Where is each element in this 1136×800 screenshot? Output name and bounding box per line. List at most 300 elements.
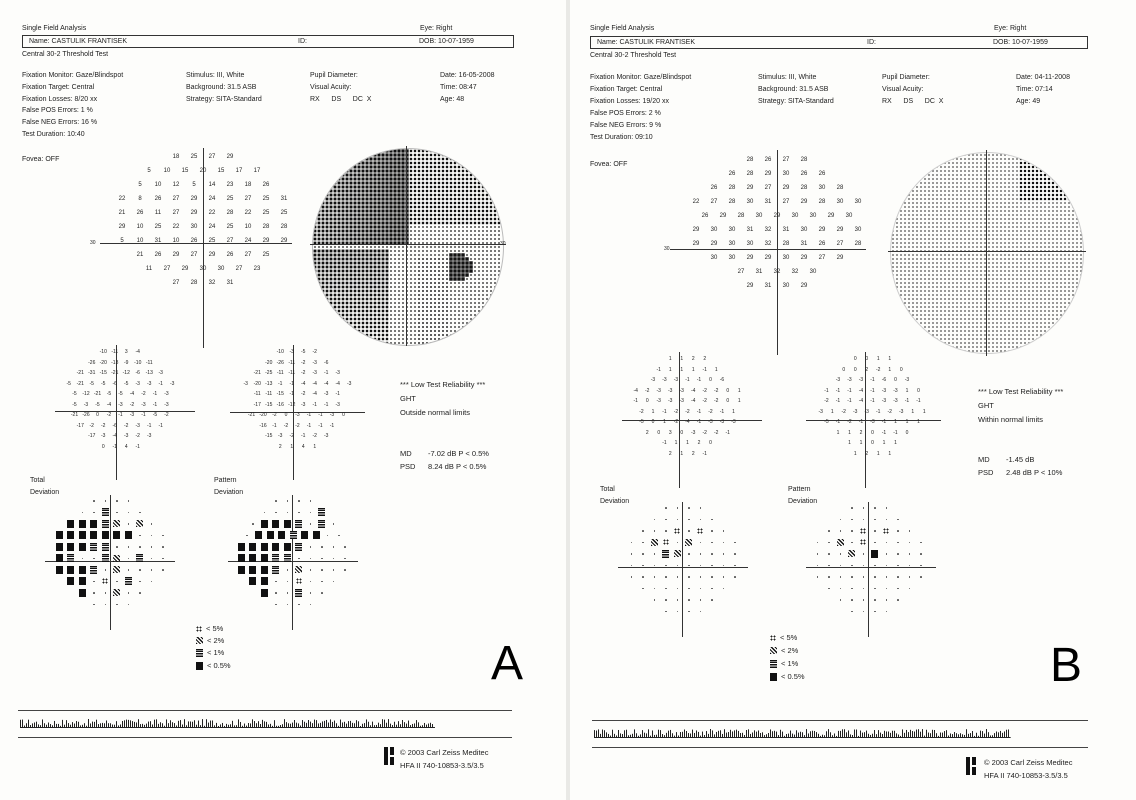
field-dot	[1052, 254, 1053, 255]
field-dot	[365, 221, 368, 224]
field-dot	[314, 202, 317, 205]
field-dot	[458, 218, 460, 220]
patient-name-box	[22, 35, 514, 48]
grid-row	[235, 347, 360, 358]
grid-row	[58, 368, 183, 379]
field-dot	[952, 162, 953, 163]
field-dot	[956, 210, 957, 211]
field-dot	[1032, 186, 1034, 188]
param-line: Stimulus: III, White	[186, 72, 245, 79]
symbol-cell	[100, 507, 112, 519]
field-dot	[326, 310, 329, 313]
field-dot	[1052, 266, 1053, 267]
grid-row	[113, 262, 293, 276]
field-dot	[418, 178, 420, 180]
field-dot	[390, 278, 392, 280]
field-dot	[450, 150, 452, 152]
field-dot	[478, 306, 480, 308]
prob-1-icon	[284, 554, 291, 562]
field-dot	[1036, 186, 1038, 188]
field-dot	[956, 166, 957, 167]
gaze-tick	[238, 719, 239, 727]
field-dot	[482, 254, 484, 256]
field-dot	[1044, 218, 1045, 219]
field-dot	[458, 306, 460, 308]
field-dot	[1068, 278, 1069, 279]
gaze-tick	[106, 720, 107, 727]
prob-1-icon	[102, 554, 109, 562]
field-dot	[401, 225, 404, 228]
grid-value: -1	[118, 412, 123, 419]
field-dot	[482, 290, 484, 292]
field-dot	[414, 230, 416, 232]
field-dot	[928, 222, 929, 223]
field-dot	[474, 306, 476, 308]
field-dot	[426, 322, 428, 324]
field-dot	[936, 178, 937, 179]
grid-value: 0	[284, 412, 288, 419]
field-dot	[988, 178, 989, 179]
field-dot	[976, 234, 977, 235]
field-dot	[486, 290, 488, 292]
field-dot	[1032, 162, 1034, 164]
field-dot	[434, 214, 436, 216]
gaze-tick	[30, 725, 31, 727]
field-dot	[944, 258, 945, 259]
grid-value: -2	[101, 422, 106, 429]
field-dot	[1020, 234, 1021, 235]
field-dot	[342, 170, 345, 173]
field-dot	[1072, 234, 1073, 235]
field-dot	[1032, 286, 1033, 287]
field-dot	[326, 246, 328, 248]
field-dot	[410, 334, 412, 336]
field-dot	[956, 170, 957, 171]
psd-value: 8.24 dB P < 0.5%	[428, 462, 487, 471]
field-dot	[1040, 170, 1042, 172]
field-dot	[1040, 278, 1041, 279]
field-dot	[976, 238, 977, 239]
field-dot	[956, 190, 957, 191]
field-dot	[334, 254, 337, 257]
field-dot	[976, 222, 977, 223]
field-dot	[350, 254, 353, 257]
field-dot	[490, 194, 492, 196]
field-dot	[1060, 258, 1061, 259]
field-dot	[414, 326, 416, 328]
field-dot	[1044, 222, 1045, 223]
field-dot	[1020, 266, 1021, 267]
field-dot	[385, 217, 388, 220]
field-dot	[434, 174, 436, 176]
prob-1-icon	[318, 520, 325, 528]
field-dot	[314, 274, 317, 277]
field-dot	[1020, 282, 1021, 283]
field-dot	[490, 238, 492, 240]
field-dot	[952, 222, 953, 223]
symbol-cell	[146, 564, 158, 576]
field-dot	[334, 342, 336, 344]
field-dot	[326, 334, 328, 336]
field-dot	[393, 205, 396, 208]
field-dot	[1068, 266, 1069, 267]
field-dot	[956, 162, 957, 163]
field-dot	[474, 154, 476, 156]
field-dot	[373, 205, 376, 208]
field-dot	[410, 338, 412, 340]
field-dot	[988, 186, 989, 187]
field-dot	[446, 166, 448, 168]
field-dot	[342, 274, 345, 277]
field-dot	[976, 270, 977, 271]
field-dot	[466, 166, 468, 168]
field-dot	[932, 178, 933, 179]
field-dot	[369, 173, 372, 176]
field-dot	[1044, 278, 1045, 279]
field-dot	[1032, 206, 1033, 207]
symbol-cell	[282, 507, 294, 519]
field-dot	[490, 334, 492, 336]
field-dot	[442, 338, 444, 340]
field-dot	[1080, 242, 1081, 243]
field-dot	[365, 169, 368, 172]
field-dot	[972, 162, 973, 163]
field-dot	[976, 166, 977, 167]
field-dot	[350, 278, 353, 281]
field-dot	[346, 186, 349, 189]
grid-value: 26	[262, 182, 270, 188]
field-dot	[434, 190, 436, 192]
grid-value: -1	[141, 412, 146, 419]
field-dot	[478, 214, 480, 216]
field-dot	[438, 202, 440, 204]
field-dot	[394, 334, 396, 336]
field-dot	[996, 278, 997, 279]
field-dot	[326, 266, 329, 269]
field-dot	[908, 290, 909, 291]
grid-value: -4	[106, 401, 112, 408]
field-dot	[462, 338, 464, 340]
field-dot	[438, 162, 440, 164]
field-dot	[944, 270, 945, 271]
field-dot	[446, 190, 448, 192]
field-dot	[1076, 270, 1077, 271]
grid-value: -6	[112, 422, 117, 429]
field-dot	[334, 234, 337, 237]
field-dot	[314, 194, 317, 197]
field-dot	[892, 222, 893, 223]
symbol-cell	[77, 576, 89, 588]
symbol-cell	[305, 564, 317, 576]
field-dot	[1000, 222, 1001, 223]
legend-item	[196, 636, 224, 645]
field-dot	[952, 294, 953, 295]
field-dot	[385, 209, 388, 212]
field-dot	[385, 205, 388, 208]
field-dot	[1064, 278, 1065, 279]
field-dot	[992, 162, 993, 163]
field-dot	[414, 166, 416, 168]
field-dot	[920, 242, 921, 243]
field-dot	[908, 210, 909, 211]
field-dot	[900, 270, 901, 271]
field-dot	[442, 334, 444, 336]
field-dot	[928, 294, 929, 295]
field-dot	[1036, 162, 1038, 164]
field-dot	[402, 250, 404, 252]
field-dot	[458, 330, 460, 332]
field-dot	[450, 178, 452, 180]
symbol-cell	[328, 564, 340, 576]
field-dot	[434, 234, 436, 236]
field-dot	[1044, 186, 1046, 188]
grid-value: -4	[301, 380, 306, 387]
field-dot	[928, 226, 929, 227]
field-dot	[466, 318, 468, 320]
field-dot	[892, 210, 893, 211]
field-dot	[490, 266, 492, 268]
field-dot	[410, 326, 412, 328]
field-dot	[1024, 278, 1025, 279]
field-dot	[385, 201, 388, 204]
field-dot	[438, 330, 440, 332]
grid-value: 29	[782, 185, 790, 191]
field-dot	[1040, 214, 1041, 215]
gaze-tick	[336, 723, 337, 727]
field-dot	[1060, 234, 1061, 235]
field-dot	[430, 274, 432, 276]
field-dot	[892, 234, 893, 235]
field-dot	[1032, 230, 1033, 231]
field-dot	[373, 209, 376, 212]
field-dot	[369, 161, 372, 164]
field-dot	[373, 221, 376, 224]
field-dot	[353, 217, 356, 220]
field-dot	[1080, 214, 1081, 215]
field-dot	[964, 206, 965, 207]
field-dot	[346, 218, 349, 221]
field-dot	[960, 222, 961, 223]
field-dot	[1068, 182, 1070, 184]
field-dot	[482, 222, 484, 224]
field-dot	[1008, 262, 1009, 263]
field-dot	[346, 230, 349, 233]
field-dot	[1008, 170, 1009, 171]
field-dot	[354, 338, 356, 340]
field-dot	[342, 194, 345, 197]
field-dot	[968, 282, 969, 283]
field-dot	[322, 270, 325, 273]
field-dot	[980, 226, 981, 227]
field-dot	[964, 226, 965, 227]
field-dot	[486, 230, 488, 232]
field-dot	[353, 169, 356, 172]
field-dot	[458, 174, 460, 176]
field-dot	[896, 162, 897, 163]
field-dot	[1080, 218, 1081, 219]
grid-value: 28	[280, 224, 288, 230]
field-dot	[988, 262, 989, 263]
field-dot	[1056, 290, 1057, 291]
field-dot	[342, 190, 345, 193]
field-dot	[442, 318, 444, 320]
field-dot	[389, 233, 392, 236]
field-dot	[418, 334, 420, 336]
field-dot	[1060, 290, 1061, 291]
field-dot	[908, 198, 909, 199]
field-dot	[928, 186, 929, 187]
field-dot	[342, 226, 345, 229]
grid-value: 5	[138, 182, 142, 188]
field-dot	[454, 330, 456, 332]
field-dot	[326, 306, 329, 309]
field-dot	[434, 270, 436, 272]
field-dot	[326, 166, 329, 169]
field-dot	[1080, 282, 1081, 283]
field-dot	[326, 214, 329, 217]
field-stipple	[891, 153, 1083, 353]
field-dot	[378, 306, 381, 309]
field-dot	[988, 214, 989, 215]
field-dot	[960, 294, 961, 295]
field-dot	[928, 182, 929, 183]
field-dot	[1036, 254, 1037, 255]
field-dot	[1052, 214, 1053, 215]
field-dot	[394, 310, 396, 312]
field-dot	[454, 174, 456, 176]
field-dot	[908, 214, 909, 215]
field-dot	[928, 286, 929, 287]
field-dot	[892, 218, 893, 219]
field-dot	[490, 182, 492, 184]
field-dot	[1008, 166, 1009, 167]
field-dot	[932, 230, 933, 231]
normal-dot-icon	[321, 569, 323, 571]
field-dot	[314, 166, 317, 169]
normal-dot-icon	[333, 558, 335, 560]
field-dot	[374, 338, 376, 340]
field-dot	[318, 150, 321, 153]
field-dot	[1052, 246, 1053, 247]
field-dot	[434, 334, 436, 336]
field-dot	[1072, 258, 1073, 259]
field-dot	[446, 270, 448, 272]
field-dot	[322, 166, 325, 169]
field-dot	[912, 290, 913, 291]
field-dot	[968, 234, 969, 235]
prob-05-icon	[267, 531, 274, 539]
field-dot	[322, 150, 325, 153]
prob-1-icon	[196, 649, 203, 657]
field-dot	[474, 282, 476, 284]
field-dot	[378, 266, 381, 269]
grid-value: -1	[112, 443, 117, 450]
field-dot	[1080, 226, 1081, 227]
field-dot	[478, 222, 480, 224]
field-dot	[466, 182, 468, 184]
gaze-tick	[326, 720, 327, 727]
field-dot	[334, 194, 337, 197]
field-dot	[920, 214, 921, 215]
field-dot	[462, 194, 464, 196]
field-dot	[326, 226, 329, 229]
field-dot	[1024, 210, 1025, 211]
field-dot	[1008, 274, 1009, 275]
param-line: Date: 04-11-2008	[1016, 74, 1070, 81]
field-dot	[350, 306, 353, 309]
gaze-tick	[152, 724, 153, 727]
field-dot	[438, 206, 440, 208]
field-dot	[370, 306, 373, 309]
field-dot	[1032, 274, 1033, 275]
field-dot	[932, 166, 933, 167]
symbol-cell	[123, 576, 135, 588]
field-dot	[1052, 218, 1053, 219]
symbol-row	[234, 507, 352, 519]
symbol-cell	[247, 553, 259, 565]
grid-value: -12	[122, 370, 130, 377]
prob-05-icon	[261, 566, 268, 574]
normal-dot-icon	[275, 592, 277, 594]
symbol-cell	[65, 576, 77, 588]
field-dot	[1004, 262, 1005, 263]
gaze-tick	[96, 720, 97, 727]
field-dot	[438, 322, 440, 324]
field-dot	[369, 237, 372, 240]
field-dot	[486, 286, 488, 288]
field-dot	[1020, 166, 1022, 168]
field-dot	[393, 189, 396, 192]
field-dot	[418, 306, 420, 308]
field-dot	[1040, 222, 1041, 223]
field-dot	[968, 266, 969, 267]
grid-value: -21	[247, 412, 256, 419]
field-dot	[494, 226, 496, 228]
field-dot	[904, 158, 905, 159]
field-dot	[988, 154, 989, 155]
grid-value: 27	[235, 266, 243, 272]
grid-value: 29	[773, 213, 781, 219]
field-dot	[338, 238, 341, 241]
field-dot	[465, 257, 468, 260]
field-dot	[354, 258, 357, 261]
field-dot	[968, 166, 969, 167]
field-dot	[381, 193, 384, 196]
field-dot	[382, 302, 385, 305]
field-dot	[498, 326, 500, 328]
field-dot	[1064, 282, 1065, 283]
field-dot	[1024, 270, 1025, 271]
field-dot	[928, 162, 929, 163]
field-dot	[928, 270, 929, 271]
field-dot	[470, 206, 472, 208]
field-dot	[474, 334, 476, 336]
field-dot	[377, 169, 380, 172]
field-dot	[398, 258, 400, 260]
field-dot	[458, 178, 460, 180]
field-dot	[382, 266, 385, 269]
field-dot	[334, 330, 336, 332]
field-dot	[1016, 246, 1017, 247]
field-dot	[446, 266, 448, 268]
grid-value: 24	[244, 238, 252, 244]
field-dot	[1000, 154, 1001, 155]
normal-dot-icon	[327, 535, 329, 537]
field-dot	[948, 278, 949, 279]
field-dot	[430, 306, 432, 308]
field-dot	[461, 269, 464, 272]
field-dot	[1008, 266, 1009, 267]
